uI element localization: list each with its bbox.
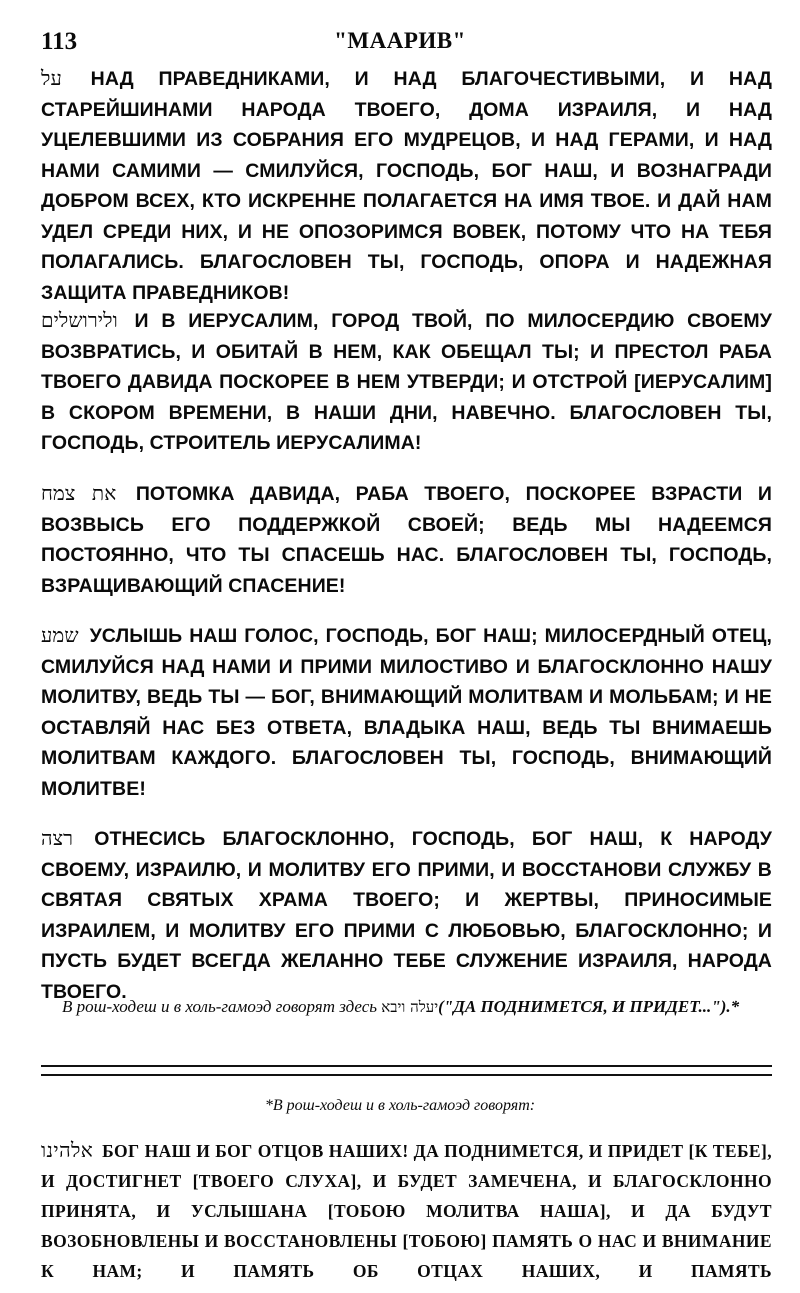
rubric-bold: ("ДА ПОДНИМЕТСЯ, И ПРИДЕТ..."). — [438, 997, 731, 1016]
hebrew-incipit: שמע — [41, 623, 79, 647]
rubric-note — [62, 996, 770, 1018]
rubric-hebrew: יעלה ויבא — [381, 998, 439, 1016]
footnote-text-block — [41, 1135, 772, 1286]
hebrew-incipit: את צמח — [41, 481, 117, 505]
footnote-heading: *В рош-ходеш и в холь-гамоэд говорят: — [264, 1097, 536, 1114]
footnote-hebrew: אלהינו — [41, 1138, 94, 1162]
paragraph-text: И В ИЕРУСАЛИМ, ГОРОД ТВОЙ, ПО МИЛОСЕРДИЮ СВОЕМУ ВОЗВРАТИСЬ, И ОБИТАЙ В НЕМ, КАК ОБЕЩАЛ ТЫ; И ПРЕСТОЛ РАБА ТВОЕГО ДАВИДА ПОСКОРЕЕ В НЕМ УТВЕРДИ; И ОТСТРОЙ [ИЕРУСАЛИМ] В СКОРОМ ВРЕМЕНИ, В НАШИ ДНИ, НАВЕЧНО. БЛАГОСЛОВЕН ТЫ, ГОСПОДЬ, СТРОИТЕЛЬ ИЕРУСАЛИМА! — [41, 310, 772, 454]
page-number: 113 — [41, 28, 78, 55]
paragraph-text: ПОТОМКА ДАВИДА, РАБА ТВОЕГО, ПОСКОРЕЕ ВЗРАСТИ И ВОЗВЫСЬ ЕГО ПОДДЕРЖКОЙ СВОЕЙ; ВЕДЬ МЫ НАДЕЕМСЯ ПОСТОЯННО, ЧТО ТЫ СПАСЕШЬ НАС. БЛАГОСЛОВЕН ТЫ, ГОСПОДЬ, ВЗРАЩИВАЮЩИЙ СПАСЕНИЕ! — [41, 483, 772, 597]
prayer-paragraph — [41, 620, 772, 804]
hebrew-incipit: על — [41, 66, 62, 90]
running-title: "МААРИВ" — [334, 28, 466, 53]
prayer-paragraph — [41, 63, 772, 308]
hebrew-incipit: ולירושלים — [41, 308, 118, 332]
paragraph-text: ОТНЕСИСЬ БЛАГОСКЛОННО, ГОСПОДЬ, БОГ НАШ, К НАРОДУ СВОЕМУ, ИЗРАИЛЮ, И МОЛИТВУ ЕГО ПРИМИ, И ВОССТАНОВИ СЛУЖБУ В СВЯТАЯ СВЯТЫХ ХРАМА ТВОЕГО; И ЖЕРТВЫ, ПРИНОСИМЫЕ ИЗРАИЛЕМ, И МОЛИТВУ ЕГО ПРИМИ С ЛЮБОВЬЮ, БЛАГОСКЛОННО; И ПУСТЬ БУДЕТ ВСЕГДА ЖЕЛАННО ТЕБЕ СЛУЖЕНИЕ ИЗРАИЛЯ, НАРОДА ТВОЕГО. — [41, 828, 772, 1003]
prayer-paragraph — [41, 823, 772, 1007]
footnote-divider — [41, 1065, 772, 1076]
prayer-paragraph — [41, 305, 772, 459]
paragraph-text: УСЛЫШЬ НАШ ГОЛОС, ГОСПОДЬ, БОГ НАШ; МИЛОСЕРДНЫЙ ОТЕЦ, СМИЛУЙСЯ НАД НАМИ И ПРИМИ МИЛОСТИВО И БЛАГОСКЛОННО НАШУ МОЛИТВУ, ВЕДЬ ТЫ — БОГ, ВНИМАЮЩИЙ МОЛИТВАМ И МОЛЬБАМ; И НЕ ОСТАВЛЯЙ НАС БЕЗ ОТВЕТА, ВЛАДЫКА НАШ, ВЕДЬ ТЫ ВНИМАЕШЬ МОЛИТВАМ КАЖДОГО. БЛАГОСЛОВЕН ТЫ, ГОСПОДЬ, ВНИМАЮЩИЙ МОЛИТВЕ! — [41, 625, 772, 800]
footnote-text: БОГ НАШ И БОГ ОТЦОВ НАШИХ! ДА ПОДНИМЕТСЯ, И ПРИДЕТ [К ТЕБЕ], И ДОСТИГНЕТ [ТВОЕГО СЛУХА], И БУДЕТ ЗАМЕЧЕНА, И БЛАГОСКЛОННО ПРИНЯТА, И УСЛЫШАНА [ТОБОЮ МОЛИТВА НАША], И ДА БУДУТ ВОЗОБНОВЛЕНЫ И ВОССТАНОВЛЕНЫ [ТОБОЮ] ПАМЯТЬ О НАС И ВНИМАНИЕ К НАМ; И ПАМЯТЬ ОБ ОТЦАХ НАШИХ, И ПАМЯТЬ — [41, 1141, 772, 1281]
rubric-text: В рош-ходеш и в холь-гамоэд говорят здесь — [62, 997, 378, 1016]
hebrew-incipit: רצה — [41, 826, 74, 850]
prayer-paragraph — [41, 478, 772, 601]
footnote-marker: * — [730, 997, 740, 1016]
paragraph-text: НАД ПРАВЕДНИКАМИ, И НАД БЛАГОЧЕСТИВЫМИ, И НАД СТАРЕЙШИНАМИ НАРОДА ТВОЕГО, ДОМА ИЗРАИЛЯ, И НАД УЦЕЛЕВШИМИ ИЗ СОБРАНИЯ ЕГО МУДРЕЦОВ, И НАД ГЕРАМИ, И НАД НАМИ САМИМИ — СМИЛУЙСЯ, ГОСПОДЬ, БОГ НАШ, И ВОЗНАГРАДИ ДОБРОМ ВСЕХ, КТО ИСКРЕННЕ ПОЛАГАЕТСЯ НА ИМЯ ТВОЕ. И ДАЙ НАМ УДЕЛ СРЕДИ НИХ, И НЕ ОПОЗОРИМСЯ ВОВЕК, ПОТОМУ ЧТО НА ТЕБЯ ПОЛАГАЛИСЬ. БЛАГОСЛОВЕН ТЫ, ГОСПОДЬ, ОПОРА И НАДЕЖНАЯ ЗАЩИТА ПРАВЕДНИКОВ! — [41, 68, 772, 304]
